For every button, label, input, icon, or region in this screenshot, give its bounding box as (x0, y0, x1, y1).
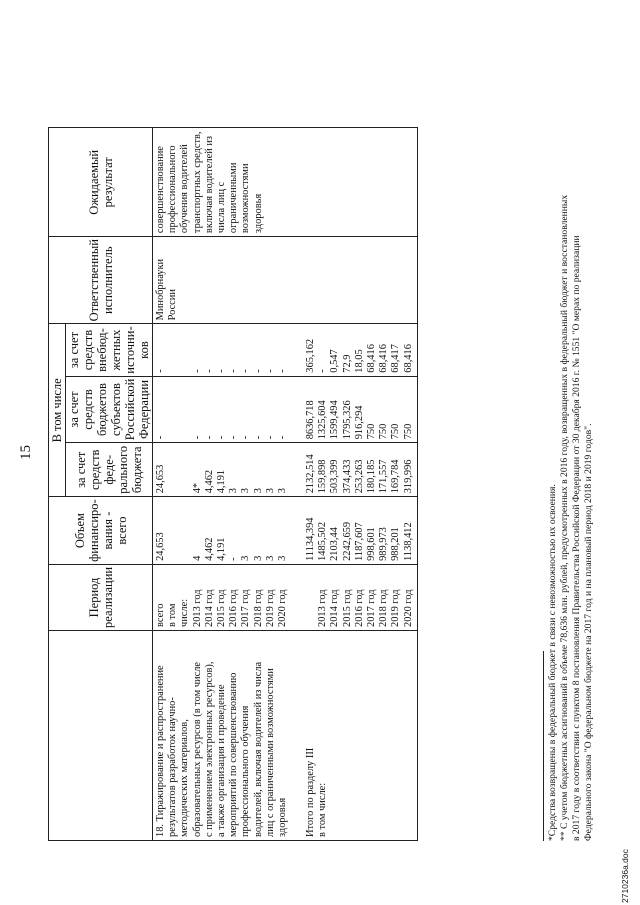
cell-total-name (291, 631, 417, 841)
cell-line: 1325,604 (317, 400, 329, 440)
cell-line (179, 380, 191, 440)
cell-line: 18,05 (353, 349, 365, 373)
cell-line: с применением электронных ресурсов), (203, 661, 215, 837)
cell-line: 3 (276, 555, 288, 561)
cell-line: 3 (252, 488, 264, 494)
cell-line: 989,973 (378, 527, 390, 561)
cell-total-volume (291, 497, 417, 565)
cell-line: 18. Тиражирование и распространение (155, 665, 166, 837)
cell-line: 253,263 (353, 459, 365, 494)
cell-line: 11134,394 (305, 517, 317, 561)
cell-line: 4,462 (203, 469, 215, 494)
cell-line: - (203, 369, 215, 373)
cell-line: мероприятий по совершенствованию (228, 672, 240, 837)
cell-line: - (203, 435, 215, 440)
cell-line: 3 (276, 488, 288, 494)
cell-line: 3 (252, 555, 264, 561)
document-filename: 2710236а.doc (620, 849, 630, 903)
cell-line (167, 500, 179, 561)
cell-item-name (153, 631, 292, 841)
cell-line: 2132,514 (305, 454, 317, 494)
header-regional: за счет средств бюджетов субъектов Российской Федерации (66, 376, 153, 443)
cell-line (305, 568, 317, 627)
cell-line: 319,996 (402, 459, 414, 494)
cell-line: 750 (402, 423, 414, 440)
cell-line: 2013 год (191, 589, 203, 627)
cell-total-periods (291, 564, 417, 630)
cell-line: - (228, 557, 240, 561)
cell-line: 2016 год (353, 589, 365, 627)
cell-line: 3 (228, 488, 240, 494)
cell-line: 2242,659 (341, 521, 353, 561)
cell-line: совершенствование (155, 146, 166, 234)
cell-line: Минобрнауки (155, 258, 166, 321)
cell-line (179, 327, 191, 372)
cell-line: методических материалов, (179, 719, 191, 837)
cell-line: 4,462 (203, 537, 215, 561)
cell-item-executor (153, 237, 292, 324)
cell-line: 503,399 (329, 459, 341, 494)
cell-line: 750 (390, 423, 402, 440)
cell-line: ограниченными (228, 162, 240, 234)
cell-line: 2014 год (203, 589, 215, 627)
cell-line: 8636,718 (305, 400, 317, 440)
cell-item-periods (153, 564, 292, 630)
cell-line: - (228, 435, 240, 440)
cell-line: 2020 год (276, 589, 288, 627)
cell-line: 2017 год (366, 589, 377, 627)
cell-line: 1795,326 (341, 400, 353, 440)
cell-line: 171,557 (378, 459, 390, 494)
program-table (48, 128, 418, 842)
header-extra: за счет средств внебюд-жетных источни-ков (66, 324, 153, 376)
cell-line (179, 446, 191, 493)
cell-line: - (252, 369, 264, 373)
cell-line: 750 (378, 423, 390, 440)
cell-line: 2013 год (317, 589, 329, 627)
cell-line: в том (167, 603, 179, 627)
cell-line: - (215, 369, 227, 373)
cell-line: - (155, 435, 166, 440)
cell-total-regional (291, 376, 417, 443)
cell-line: 2018 год (252, 589, 264, 627)
cell-total-federal (291, 443, 417, 497)
cell-line: 72,9 (341, 354, 353, 373)
cell-line (179, 500, 191, 561)
cell-line: 4,191 (215, 537, 227, 561)
header-name-blank (49, 631, 153, 841)
cell-line: - (264, 369, 276, 373)
footnote-rule (543, 651, 544, 841)
cell-line: 0,547 (329, 349, 341, 373)
cell-line: 4 (191, 555, 203, 561)
cell-line: 2014 год (329, 589, 341, 627)
table-row-total (291, 128, 417, 841)
cell-line: числа лиц с (215, 181, 227, 234)
cell-line: 3 (264, 488, 276, 494)
cell-line: 3 (240, 488, 252, 494)
cell-line: 2020 год (402, 589, 414, 627)
footnote-2-end: Федерального закона "О федеральном бюджете на 2017 год и на плановый период 2018 и 2019 годов". (583, 423, 594, 841)
cell-line: 4,191 (215, 469, 227, 494)
cell-line: всего (155, 603, 166, 627)
cell-line: 2103,44 (329, 527, 341, 561)
cell-line: 68,417 (390, 344, 402, 373)
cell-line: - (276, 435, 288, 440)
cell-line: 1485,502 (317, 521, 329, 561)
cell-line: 1599,494 (329, 400, 341, 440)
cell-line: - (228, 369, 240, 373)
cell-line (167, 327, 179, 372)
cell-line: результатов разработок научно- (167, 697, 179, 837)
page-number: 15 (18, 445, 34, 460)
cell-line: России (167, 289, 179, 321)
cell-line: 750 (366, 423, 377, 440)
cell-line: - (264, 435, 276, 440)
cell-item-result (153, 128, 292, 237)
cell-line: возможностями (240, 163, 252, 234)
cell-line: 24,653 (155, 532, 166, 561)
cell-line: - (240, 435, 252, 440)
cell-line: включая водителей из (203, 135, 215, 234)
cell-line: - (317, 369, 329, 373)
cell-line: - (191, 435, 203, 440)
cell-line: 2016 год (228, 589, 240, 627)
cell-total-extra (291, 324, 417, 376)
cell-line: 68,416 (402, 344, 414, 373)
cell-line: 2019 год (390, 589, 402, 627)
cell-line: 916,294 (353, 405, 365, 440)
header-including: В том числе (49, 324, 66, 497)
cell-line: 169,784 (390, 459, 402, 494)
footnote-2-cont: в 2017 году в соответствии с пунктом 8 постановления Правительства Российской Федерации от 30 декабря 2016 г. № 1551 "О мерах по реализации (571, 235, 582, 841)
cell-line: 180,185 (366, 459, 377, 494)
header-executor: Ответственный исполнитель (49, 237, 153, 324)
cell-line: 68,416 (366, 344, 377, 373)
cell-line: 2015 год (341, 589, 353, 627)
cell-line: 998,601 (366, 527, 377, 561)
cell-line: 3 (240, 555, 252, 561)
cell-line: здоровья (252, 193, 264, 234)
cell-line: образовательных ресурсов (в том числе (191, 661, 203, 837)
cell-line (167, 446, 179, 493)
cell-line: обучения водителей (179, 144, 191, 234)
footnote-1: *Средства возвращены в федеральный бюджет в связи с невозможностью их освоения. (547, 484, 558, 841)
cell-line: 159,898 (317, 459, 329, 494)
header-period: Период реализации (49, 564, 153, 630)
cell-line: числе: (179, 598, 191, 627)
cell-line: водителей, включая водителей из числа (252, 661, 264, 837)
cell-line: профессионального (167, 145, 179, 234)
cell-line: а также организация и проведение (215, 684, 227, 837)
cell-line: профессионального обучения (240, 705, 252, 837)
cell-line: 988,201 (390, 527, 402, 561)
cell-item-regional (153, 376, 292, 443)
cell-total-executor (291, 237, 417, 324)
header-row-1 (49, 128, 66, 841)
cell-line: 3 (264, 555, 276, 561)
cell-line: 1187,607 (353, 522, 365, 561)
cell-total-result (291, 128, 417, 237)
table-row-item-18 (153, 128, 292, 841)
cell-line: транспортных средств, (191, 131, 203, 234)
cell-line: - (191, 369, 203, 373)
cell-line: 24,653 (155, 464, 166, 494)
cell-line: 1138,412 (402, 522, 414, 561)
cell-line: лиц с ограниченными возможностями (264, 668, 276, 837)
cell-line: 365,162 (305, 338, 317, 373)
cell-line: 374,433 (341, 459, 353, 494)
cell-line: здоровья (276, 797, 288, 837)
cell-line: 4* (191, 482, 203, 494)
cell-item-extra (153, 324, 292, 376)
cell-line: - (276, 369, 288, 373)
cell-line: - (215, 435, 227, 440)
cell-line: 2018 год (378, 589, 390, 627)
cell-line: в том числе: (317, 782, 329, 837)
cell-line: - (240, 369, 252, 373)
cell-line: 2017 год (240, 589, 252, 627)
cell-line (167, 380, 179, 440)
cell-item-federal (153, 443, 292, 497)
header-volume: Объем финансиро-вания - всего (49, 497, 153, 565)
cell-line: 2019 год (264, 589, 276, 627)
cell-line: Итого по разделу III (305, 747, 317, 837)
header-result: Ожидаемый результат (49, 128, 153, 237)
header-federal: за счет средств феде-рального бюджета (66, 443, 153, 497)
cell-item-volume (153, 497, 292, 565)
cell-line: - (252, 435, 264, 440)
cell-line: 2015 год (215, 589, 227, 627)
footnote-2: ** С учетом бюджетных ассигнований в объеме 78,636 млн. рублей, предусмотренных в 2016 году, возвращенных в федеральный бюджет и восстановленных (559, 194, 570, 841)
cell-line: - (155, 369, 166, 373)
cell-line: 68,416 (378, 344, 390, 373)
